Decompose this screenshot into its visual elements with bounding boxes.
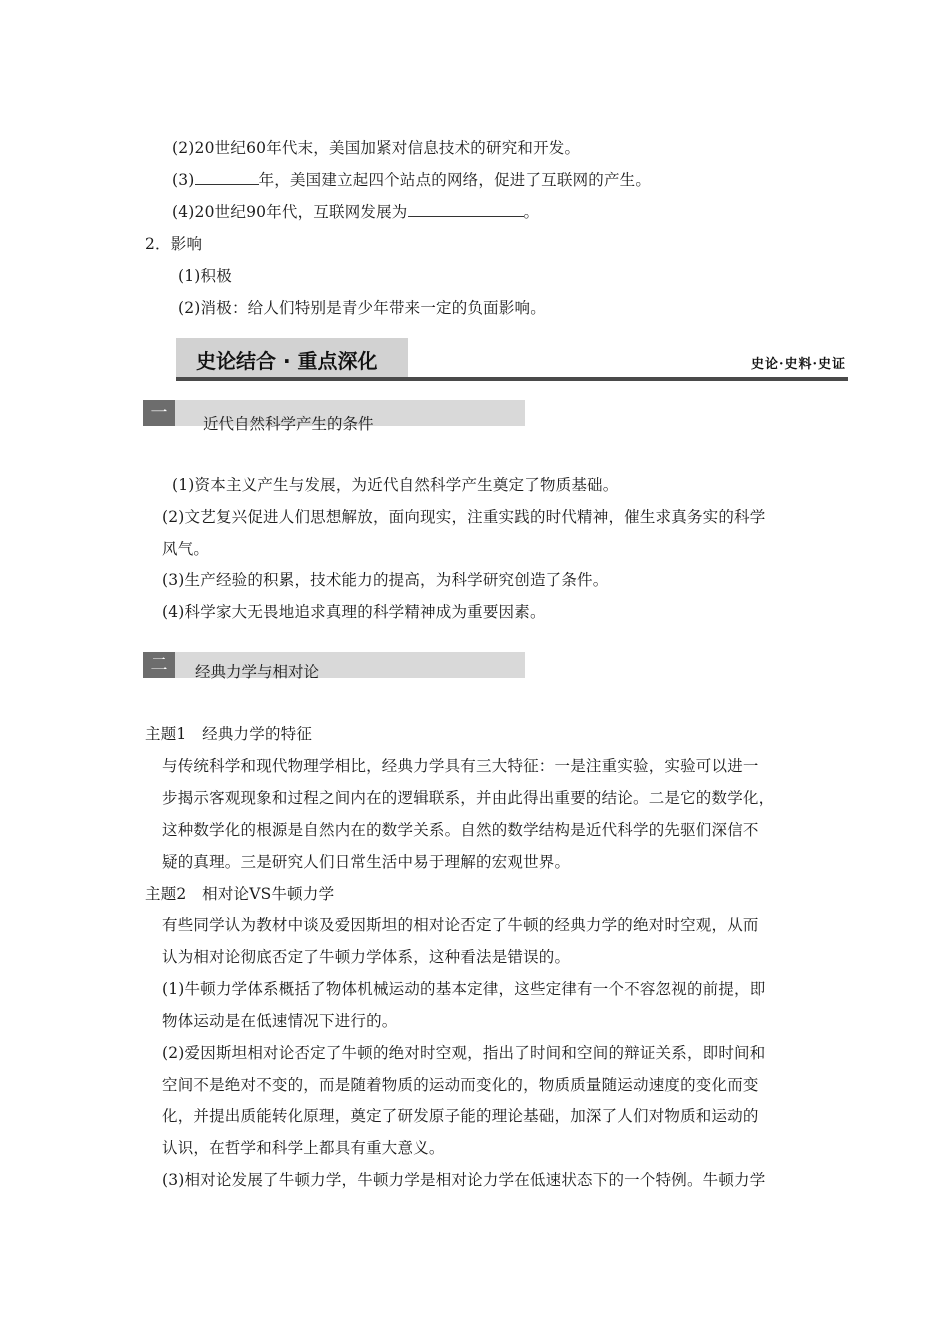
answer-blank[interactable]: [408, 202, 524, 217]
paragraph: 与传统科学和现代物理学相比，经典力学具有三大特征：一是注重实验，实验可以进一: [162, 757, 759, 775]
section-title: 经典力学与相对论: [195, 663, 320, 681]
paragraph: (1)牛顿力学体系概括了物体机械运动的基本定律，这些定律有一个不容忽视的前提，即: [162, 980, 766, 998]
item-text: (4)20世纪90年代，互联网发展为: [172, 203, 408, 221]
subheading: 2．影响: [145, 235, 203, 253]
paragraph: 步揭示客观现象和过程之间内在的逻辑联系，并由此得出重要的结论。二是它的数学化，: [162, 789, 775, 807]
section-title: 近代自然科学产生的条件: [203, 415, 374, 433]
list-item: (2)消极：给人们特别是青少年带来一定的负面影响。: [178, 299, 546, 317]
banner-subtitle: 史论·史料·史证: [750, 357, 846, 372]
paragraph: (4)科学家大无畏地追求真理的科学精神成为重要因素。: [162, 603, 546, 621]
theme-heading: 主题2 相对论VS牛顿力学: [145, 885, 335, 903]
paragraph: (1)资本主义产生与发展，为近代自然科学产生奠定了物质基础。: [172, 476, 619, 494]
paragraph-continuation: 风气。: [162, 540, 210, 558]
section-number: 一: [143, 400, 175, 426]
paragraph: 化，并提出质能转化原理，奠定了研发原子能的理论基础，加深了人们对物质和运动的: [162, 1107, 759, 1125]
paragraph: 认为相对论彻底否定了牛顿力学体系，这种看法是错误的。: [162, 948, 571, 966]
text-line-fill-blank: [172, 170, 651, 190]
paragraph: 认识，在哲学和科学上都具有重大意义。: [162, 1139, 445, 1157]
paragraph: 物体运动是在低速情况下进行的。: [162, 1012, 398, 1030]
paragraph: (2)文艺复兴促进人们思想解放，面向现实，注重实践的时代精神，催生求真务实的科学: [162, 508, 766, 526]
text-line: (2)20世纪60年代末，美国加紧对信息技术的研究和开发。: [172, 139, 581, 157]
theme-heading: 主题1 经典力学的特征: [145, 725, 313, 743]
paragraph: (3)生产经验的积累，技术能力的提高，为科学研究创造了条件。: [162, 571, 609, 589]
paragraph: (2)爱因斯坦相对论否定了牛顿的绝对时空观，指出了时间和空间的辩证关系，即时间和: [162, 1044, 766, 1062]
item-suffix: 。: [523, 203, 540, 221]
paragraph: 这种数学化的根源是自然内在的数学关系。自然的数学结构是近代科学的先驱们深信不: [162, 821, 759, 839]
answer-blank[interactable]: [195, 170, 259, 185]
text-line-fill-blank: [172, 202, 539, 222]
banner-title: 史论结合 · 重点深化: [196, 349, 378, 373]
item-prefix: (3): [172, 171, 195, 189]
section-number: 二: [143, 652, 175, 678]
paragraph: (3)相对论发展了牛顿力学，牛顿力学是相对论力学在低速状态下的一个特例。牛顿力学: [162, 1171, 766, 1189]
paragraph: 空间不是绝对不变的，而是随着物质的运动而变化的，物质质量随运动速度的变化而变: [162, 1076, 759, 1094]
item-text: 年，美国建立起四个站点的网络，促进了互联网的产生。: [258, 171, 652, 189]
list-item: (1)积极: [178, 267, 232, 285]
paragraph: 疑的真理。三是研究人们日常生活中易于理解的宏观世界。: [162, 853, 571, 871]
paragraph: 有些同学认为教材中谈及爱因斯坦的相对论否定了牛顿的经典力学的绝对时空观，从而: [162, 916, 759, 934]
banner-rule: [176, 377, 848, 381]
